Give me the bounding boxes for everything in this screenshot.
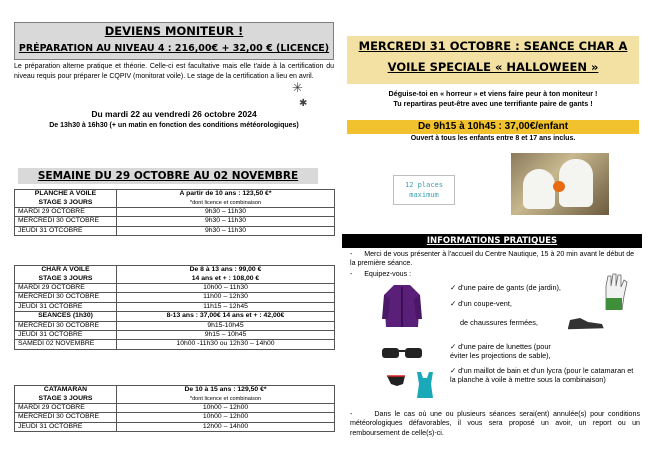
spider-web-icon: ✳ xyxy=(292,80,303,95)
table-row: MARDI 29 OCTOBRE 10h00 – 11h30 xyxy=(15,284,335,293)
swimwear-icon xyxy=(385,370,437,402)
table-row: SEANCES (1h30) 8-13 ans : 37,00€ 14 ans et + : 42,00€ xyxy=(15,312,335,321)
shoes-icon xyxy=(566,312,606,332)
semaine-title: SEMAINE DU 29 OCTOBRE AU 02 NOVEMBRE xyxy=(18,168,318,184)
char-table xyxy=(14,265,335,350)
moniteur-header xyxy=(14,22,334,60)
infos-paragraph-3: - Dans le cas où une ou plusieurs séances serai(ent) annulée(s) pour conditions météorologiques défavorables, il vous sera proposé un avoir, un report ou un remboursement de celle(s)-ci. xyxy=(350,410,640,437)
moniteur-title: DEVIENS MONITEUR ! xyxy=(104,24,244,38)
ghost-icon xyxy=(523,169,555,209)
halloween-header xyxy=(347,36,639,84)
moniteur-subtitle: PRÉPARATION AU NIVEAU 4 : 216,00€ + 32,00 € (LICENCE) xyxy=(18,43,330,54)
glove-icon xyxy=(600,272,630,310)
glasses-icon xyxy=(380,345,424,361)
equip-item: ✓ d'un coupe-vent, xyxy=(450,299,512,308)
infos-title: INFORMATIONS PRATIQUES xyxy=(342,234,642,248)
planche-name: PLANCHE A VOILE STAGE 3 JOURS xyxy=(15,190,117,208)
jacket-icon xyxy=(382,283,422,329)
equip-item: ✓ d'une paire de lunettes (pour éviter les projections de sable), xyxy=(450,342,551,361)
halloween-description: Déguise-toi en « horreur » et viens faire peur à ton moniteur ! Tu repartiras peut-être avec une terrifiante paire de gants ! xyxy=(388,89,598,108)
equip-item: de chaussures fermées, xyxy=(460,318,538,327)
table-row: JEUDI 31 OCTOBRE 11h15 – 12h45 xyxy=(15,302,335,311)
planche-price: A partir de 10 ans : 123,50 €* *dont licence et combinaison xyxy=(117,190,335,208)
pumpkin-icon xyxy=(553,181,565,192)
table-row: JEUDI 31 OCTOBRE 12h00 – 14h00 xyxy=(15,422,335,431)
planche-table xyxy=(14,189,335,236)
ghost-image xyxy=(511,153,609,215)
infos-paragraph-2: - Equipez-vous : xyxy=(350,270,412,278)
equip-item: ✓ d'un maillot de bain et d'un lycra (pour le catamaran et la planche à voile à mettre sous la combinaison) xyxy=(450,366,634,385)
places-box: 12 places maximum xyxy=(393,175,455,205)
table-row: JEUDI 31 OTCOBRE 9h30 – 11h30 xyxy=(15,226,335,235)
moniteur-description: Le préparation alterne pratique et théorie. Celle-ci est facultative mais elle t'aide à la certification du niveau requis pour préparer le CQPIV (monitorat voile). Le stage de la certification a lieu en avril. xyxy=(14,63,334,80)
halloween-time-price: De 9h15 à 10h45 : 37,00€/enfant xyxy=(347,120,639,134)
halloween-title-line1: MERCREDI 31 OCTOBRE : SEANCE CHAR A xyxy=(358,39,628,53)
table-row: SAMEDI 02 NOVEMBRE 10h00 -11h30 ou 12h30 – 14h00 xyxy=(15,340,335,349)
table-row: JEUDI 31 OCTOBRE 9h15 – 10h45 xyxy=(15,331,335,340)
spider-icon: ✱ xyxy=(299,98,308,109)
char-name: CHAR A VOILE STAGE 3 JOURS xyxy=(15,266,117,284)
catamaran-price: De 10 à 15 ans : 129,50 €* *dont licence et combinaison xyxy=(117,386,335,404)
infos-paragraph-1: - Merci de vous présenter à l'accueil du Centre Nautique, 15 à 20 min avant le début de la première séance. xyxy=(350,250,635,268)
halloween-title-line2: VOILE SPECIALE « HALLOWEEN » xyxy=(387,60,599,74)
moniteur-dates: Du mardi 22 au vendredi 26 octobre 2024 xyxy=(91,109,257,119)
table-row: MERCREDI 30 OCTOBRE 9h15-10h45 xyxy=(15,321,335,330)
catamaran-name: CATAMARAN STAGE 3 JOURS xyxy=(15,386,117,404)
table-row: MARDI 29 OCTOBRE 10h00 – 12h00 xyxy=(15,404,335,413)
halloween-open: Ouvert à tous les enfants entre 8 et 17 ans inclus. xyxy=(410,135,576,142)
equip-item: ✓ d'une paire de gants (de jardin), xyxy=(450,283,561,292)
table-row: MERCREDI 30 OCTOBRE 11h00 – 12h30 xyxy=(15,293,335,302)
catamaran-table xyxy=(14,385,335,432)
table-row: MARDI 29 OCTOBRE 9h30 – 11h30 xyxy=(15,208,335,217)
char-price: De 8 à 13 ans : 99,00 € 14 ans et + : 108,00 € xyxy=(117,266,335,284)
moniteur-hours: De 13h30 à 16h30 (+ un matin en fonction des conditions météorologiques) xyxy=(49,122,299,129)
table-row: MERCREDI 30 OCTOBRE 9h30 – 11h30 xyxy=(15,217,335,226)
table-row: MERCREDI 30 OCTOBRE 10h00 – 12h00 xyxy=(15,413,335,422)
